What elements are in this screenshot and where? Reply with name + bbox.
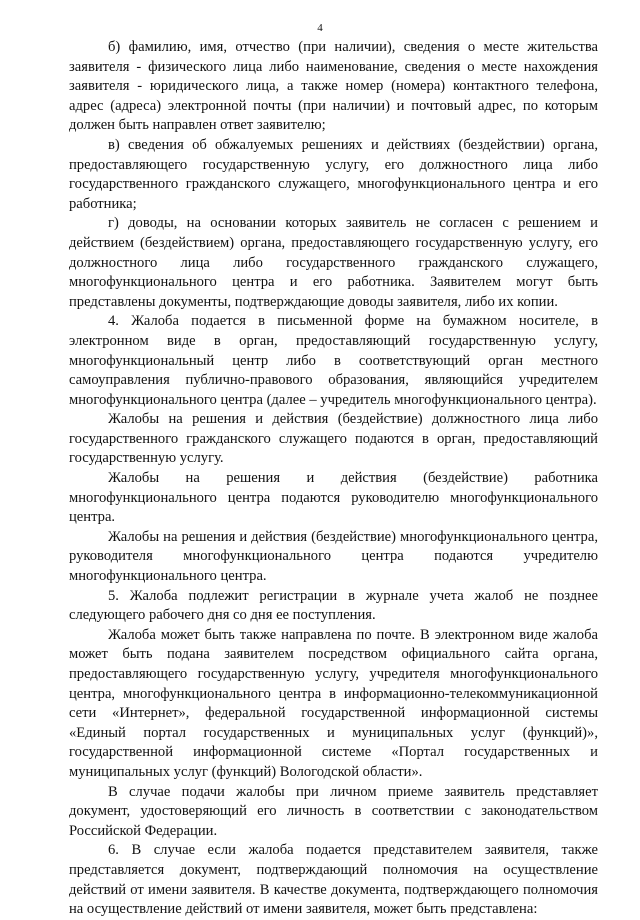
paragraph-complaints-mfc: Жалобы на решения и действия (бездействие) многофункционального центра, руководителя многофункционального центра подаются учредителю многофункционального центра.	[69, 528, 598, 585]
paragraph-mail-electronic: Жалоба может быть также направлена по почте. В электронном виде жалоба может быть подана заявителем посредством официального сайта органа, предоставляющего государственную услугу, учредителя многофункционального центра, многофункционального центра в информационно-телекоммуникационной сети «Интернет», федеральной государственной информационной системы «Единый портал государственных и муниципальных услуг (функций)», государственной информационной системе «Портал государственных и муниципальных услуг (функций) Вологодской области».	[69, 626, 598, 780]
paragraph-personal-reception: В случае подачи жалобы при личном приеме заявитель представляет документ, удостоверяющий его личность в соответствии с законодательством Российской Федерации.	[69, 783, 598, 839]
paragraph-complaints-official: Жалобы на решения и действия (бездействие) должностного лица либо государственного гражданского служащего подаются в орган, предоставляющий государственную услугу.	[69, 411, 598, 467]
paragraph-v-appealed-decisions: в) сведения об обжалуемых решениях и действиях (бездействии) органа, предоставляющего государственную услугу, его должностного лица либо государственного гражданского служащего, многофункционального центра и его работника;	[69, 136, 598, 212]
paragraph-g-arguments: г) доводы, на основании которых заявитель не согласен с решением и действием (бездействием) органа, предоставляющего государственную услугу, его должностного лица либо государственного гражданского служащего, многофункционального центра и его работника. Заявителем могут быть представлены документы, подтверждающие доводы заявителя, либо их копии.	[69, 215, 598, 310]
paragraph-6-representative: 6. В случае если жалоба подается представителем заявителя, также представляется документ, подтверждающий полномочия на осуществление действий от имени заявителя. В качестве документа, подтверждающего полномочия на осуществление действий от имени заявителя, может быть представлена:	[69, 842, 598, 918]
paragraph-b-applicant-info: б) фамилию, имя, отчество (при наличии), сведения о месте жительства заявителя - физического лица либо наименование, сведения о месте нахождения заявителя - юридического лица, а также номер (номера) контактного телефона, адрес (адреса) электронной почты (при наличии) и почтовый адрес, по которым должен быть направлен ответ заявителю;	[69, 39, 598, 134]
page-number: 4	[317, 22, 323, 34]
paragraph-5-registration: 5. Жалоба подлежит регистрации в журнале учета жалоб не позднее следующего рабочего дня со дня ее поступления.	[69, 587, 598, 624]
paragraph-complaints-mfc-employee: Жалобы на решения и действия (бездействие) работника многофункционального центра подаются руководителю многофункционального центра.	[69, 470, 598, 526]
document-body	[69, 38, 598, 920]
paragraph-4-complaint-form: 4. Жалоба подается в письменной форме на бумажном носителе, в электронном виде в орган, предоставляющий государственную услугу, многофункциональный центр либо в соответствующий орган местного самоуправления публично-правового образования, являющийся учредителем многофункционального центра (далее – учредитель многофункционального центра).	[69, 313, 598, 408]
